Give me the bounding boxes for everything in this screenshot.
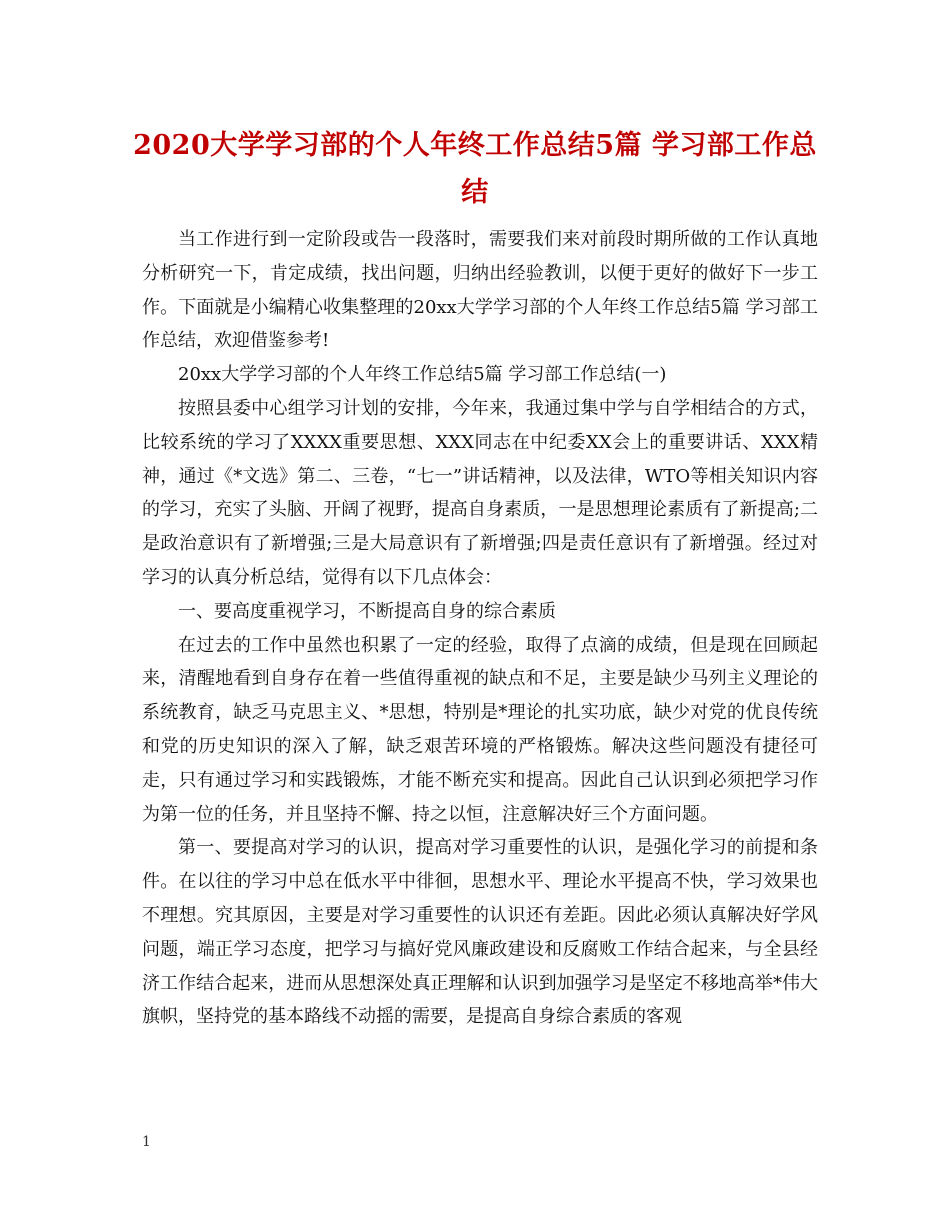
body-paragraph: 按照县委中心组学习计划的安排，今年来，我通过集中学与自学相结合的方式，比较系统的学习了XXXX重要思想、XXX同志在中纪委XX会上的重要讲话、XXX精神，通过《*文选》第二、三卷，“七一”讲话精神，以及法律，WTO等相关知识内容的学习，充实了头脑、开阔了视野，提高自身素质，一是思想理论素质有了新提高;二是政治意识有了新增强;三是大局意识有了新增强;四是责任意识有了新增强。经过对学习的认真分析总结，觉得有以下几点体会： [142, 397, 818, 588]
subsection-heading: 一、要高度重视学习，不断提高自身的综合素质 [178, 600, 556, 622]
document-body [142, 223, 818, 1034]
intro-paragraph: 当工作进行到一定阶段或告一段落时，需要我们来对前段时期所做的工作认真地分析研究一下，肯定成绩，找出问题，归纳出经验教训，以便于更好的做好下一步工作。下面就是小编精心收集整理的20xx大学学习部的个人年终工作总结5篇 学习部工作总结，欢迎借鉴参考! [142, 229, 818, 352]
page-number: 1 [142, 1134, 151, 1150]
section-heading: 20xx大学学习部的个人年终工作总结5篇 学习部工作总结(一) [178, 364, 667, 386]
document-title: 2020大学学习部的个人年终工作总结5篇 学习部工作总结 [133, 130, 817, 208]
body-paragraph: 在过去的工作中虽然也积累了一定的经验，取得了点滴的成绩，但是现在回顾起来，清醒地看到自身存在着一些值得重视的缺点和不足，主要是缺少马列主义理论的系统教育，缺乏马克思主义、*思想，特别是*理论的扎实功底，缺少对党的优良传统和党的历史知识的深入了解，缺乏艰苦环境的严格锻炼。解决这些问题没有捷径可走，只有通过学习和实践锻炼，才能不断充实和提高。因此自己认识到必须把学习作为第一位的任务，并且坚持不懈、持之以恒，注意解决好三个方面问题。 [142, 634, 818, 825]
body-paragraph: 第一、要提高对学习的认识，提高对学习重要性的认识，是强化学习的前提和条件。在以往的学习中总在低水平中徘徊，思想水平、理论水平提高不快，学习效果也不理想。究其原因，主要是对学习重要性的认识还有差距。因此必须认真解决好学风问题，端正学习态度，把学习与搞好党风廉政建设和反腐败工作结合起来，与全县经济工作结合起来，进而从思想深处真正理解和认识到加强学习是坚定不移地高举*伟大旗帜，坚持党的基本路线不动摇的需要，是提高自身综合素质的客观 [142, 837, 818, 1028]
